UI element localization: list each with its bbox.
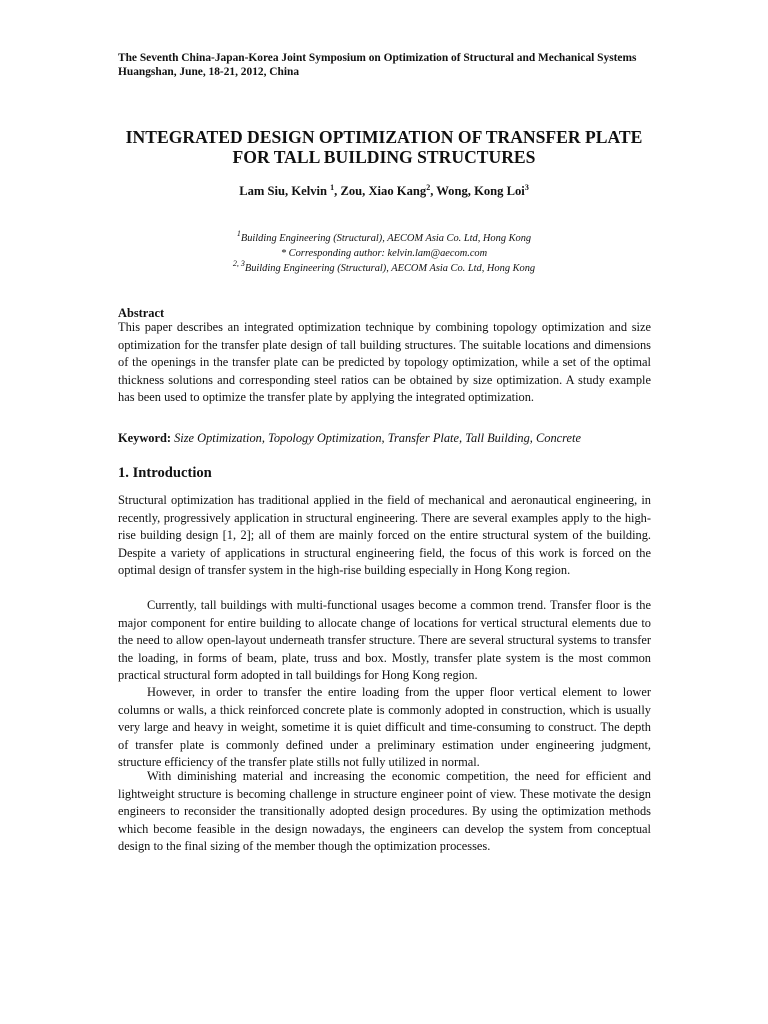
author-1-affil-mark: 1: [330, 183, 335, 192]
affiliations: [100, 231, 668, 276]
corresponding-author: * Corresponding author: kelvin.lam@aecom.com: [280, 248, 488, 259]
abstract-text: This paper describes an integrated optimization technique by combining topology optimization and size optimization for the transfer plate design of tall building structures. The suitable locations and dimensions of the openings in the transfer plate can be predicted by topology optimization, while a set of the optimal thickness solutions and corresponding steel ratios can be obtained by size optimization. A study example has been used to optimize the transfer plate by applying the integrated optimization.: [118, 320, 651, 404]
intro-paragraph: However, in order to transfer the entire loading from the upper floor vertical element to lower columns or walls, a thick reinforced concrete plate is commonly adopted in construction, which is usually very large and heavy in weight, sometime it is quiet difficult and time-consuming to construct. The depth of transfer plate is commonly defined under a preliminary estimation under engineering judgment, structure efficiency of the transfer plate stills not fully utilized in normal.: [118, 685, 651, 769]
author-2: , Zou, Xiao Kang: [334, 184, 427, 198]
keywords-values: Size Optimization, Topology Optimization, Transfer Plate, Tall Building, Concrete: [171, 431, 581, 445]
section-heading-introduction: 1. Introduction: [118, 465, 212, 481]
intro-paragraph: With diminishing material and increasing the economic competition, the need for efficient and lightweight structure is becoming challenge in structure engineer point of view. These motivate the design engineers to reconsider the transitionally adopted design procedures. By using the optimization methods which become feasible in the design nowadays, the engineers can develop the system from conceptual design to the final sizing of the member though the optimization processes.: [118, 769, 651, 853]
affiliation-2-mark: 2, 3: [232, 259, 245, 268]
conference-header: [118, 51, 678, 79]
author-3: , Wong, Kong Loi: [430, 184, 525, 198]
affiliation-1-text: Building Engineering (Structural), AECOM Asia Co. Ltd, Hong Kong: [240, 233, 532, 244]
intro-paragraph: Currently, tall buildings with multi-functional usages become a common trend. Transfer floor is the major component for entire building to allocate change of locations for vertical structural elements due to the need to allow open-layout underneath transfer structure. There are several structural systems to transfer the loading, in forms of beam, plate, truss and box. Mostly, transfer plate system is the most common practical structural form adopted in tall buildings for Hong Kong region.: [118, 598, 651, 682]
author-2-affil-mark: 2: [426, 183, 431, 192]
author-3-affil-mark: 3: [524, 183, 529, 192]
affiliation-1-mark: 1: [236, 229, 241, 238]
keywords: [118, 430, 658, 446]
affiliation-2: [100, 261, 668, 276]
author-1: Lam Siu, Kelvin: [239, 184, 331, 198]
abstract-heading: Abstract: [118, 306, 165, 320]
paper-title: [100, 127, 668, 167]
title-line-2: FOR TALL BUILDING STRUCTURES: [232, 147, 536, 167]
affiliation-2-text: Building Engineering (Structural), AECOM Asia Co. Ltd, Hong Kong: [244, 263, 536, 274]
conference-name: The Seventh China-Japan-Korea Joint Symposium on Optimization of Structural and Mechanical Systems: [118, 52, 637, 64]
affiliation-1: [100, 231, 668, 246]
intro-paragraph: Structural optimization has traditional applied in the field of mechanical and aeronautical engineering, in recently, progressively application in structural engineering. There are several examples apply to the high-rise building design [1, 2]; all of them are mainly forced on the entire structural system of the building. Despite a variety of applications in structural engineering field, the focus of this work is forced on the optimal design of transfer system in the high-rise building especially in Hong Kong region.: [118, 493, 651, 577]
keywords-label: Keyword:: [118, 431, 171, 445]
conference-location-date: Huangshan, June, 18-21, 2012, China: [118, 66, 300, 78]
author-list: [100, 183, 668, 199]
title-line-1: INTEGRATED DESIGN OPTIMIZATION OF TRANSFER PLATE: [125, 127, 643, 147]
